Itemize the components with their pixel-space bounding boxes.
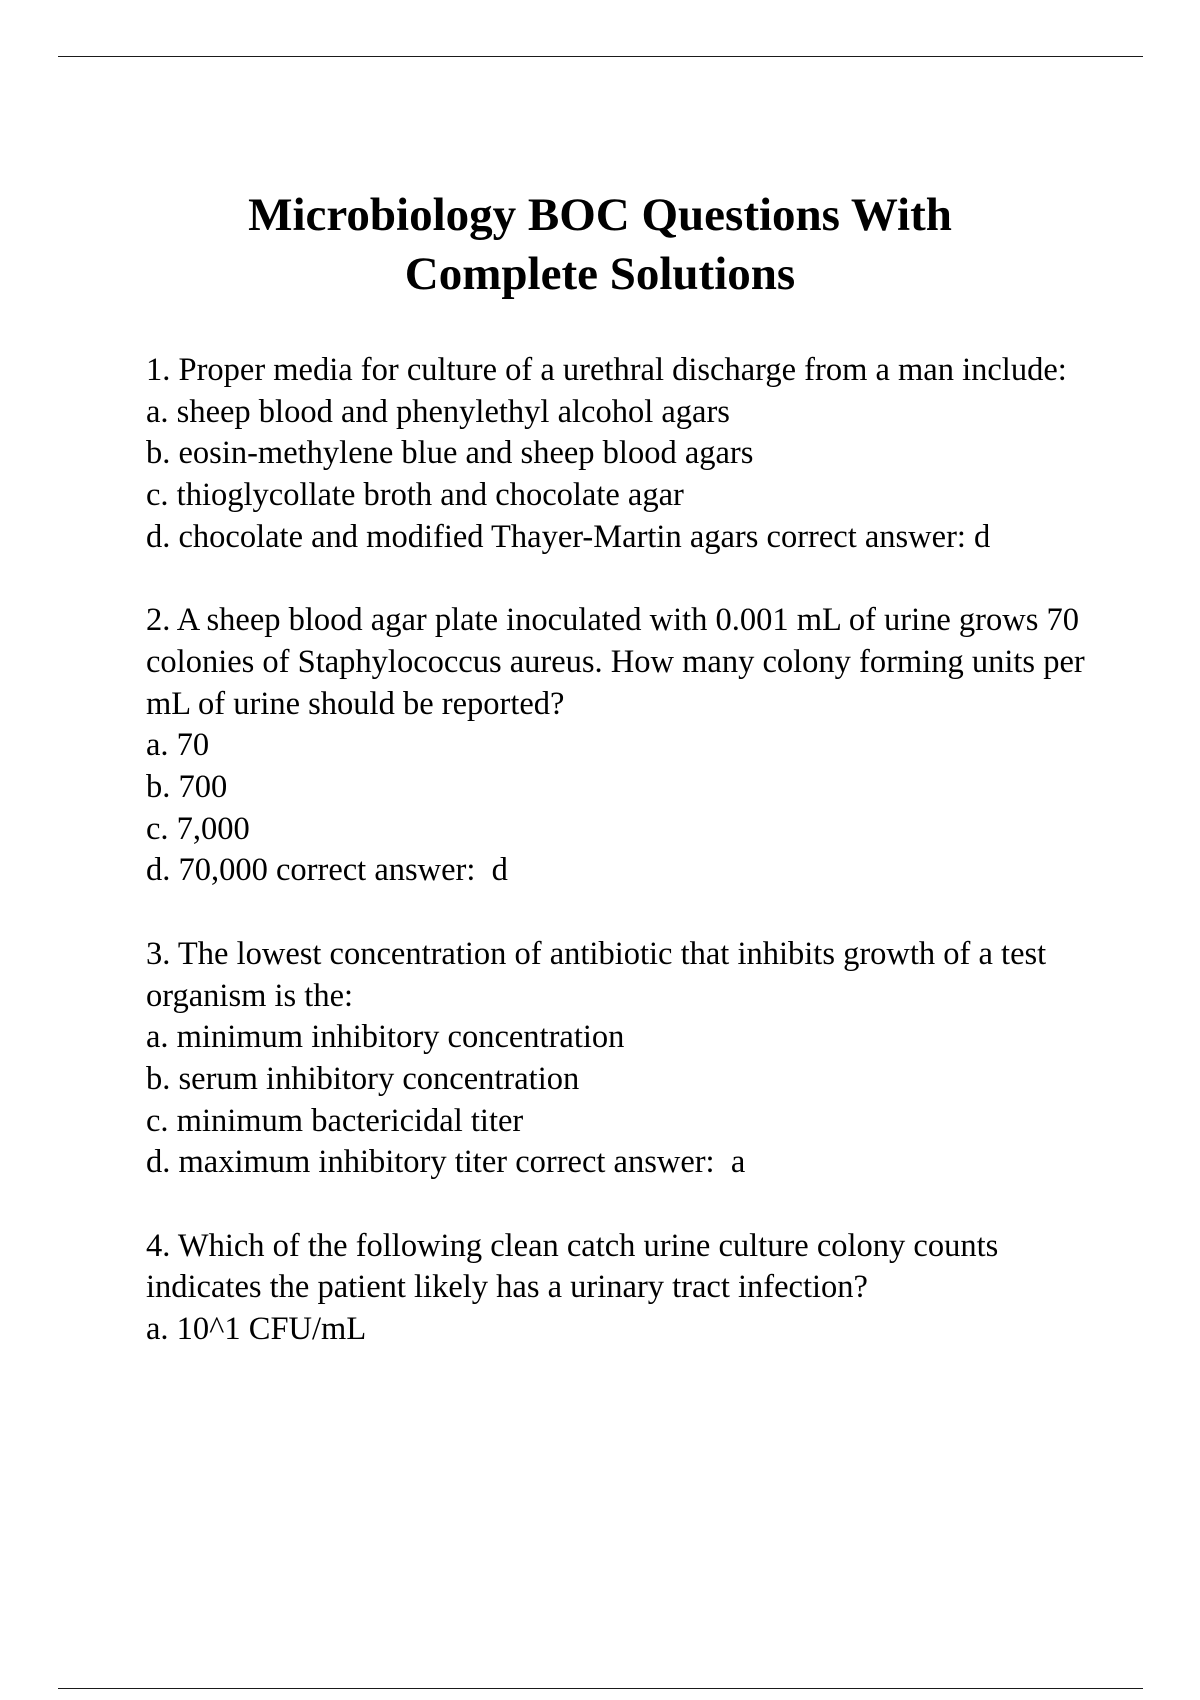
- option-a: a. 10^1 CFU/mL: [146, 1311, 367, 1348]
- header-rule: [58, 56, 1143, 57]
- footer-rule: [58, 1688, 1143, 1689]
- option-a: a. minimum inhibitory concentration: [146, 1019, 625, 1056]
- title-line-2: Complete Solutions: [404, 248, 796, 300]
- question-4: [146, 1226, 1106, 1351]
- question-stem: 3. The lowest concentration of antibiotic that inhibits growth of a test organism is the:: [146, 935, 1047, 1014]
- option-c: c. 7,000: [146, 810, 250, 847]
- option-d-with-answer: d. maximum inhibitory titer correct answer: a: [146, 1144, 746, 1181]
- option-c: c. minimum bactericidal titer: [146, 1102, 524, 1139]
- option-a: a. 70: [146, 727, 210, 764]
- question-stem: 4. Which of the following clean catch urine culture colony counts indicates the patient likely has a urinary tract infection?: [146, 1227, 999, 1306]
- question-stem: 2. A sheep blood agar plate inoculated with 0.001 mL of urine grows 70 colonies of Staphylococcus aureus. How many colony forming units per mL of urine should be reported?: [146, 602, 1085, 722]
- title-line-1: Microbiology BOC Questions With: [248, 189, 952, 241]
- option-d-with-answer: d. chocolate and modified Thayer-Martin agars correct answer: d: [146, 518, 991, 555]
- option-b: b. serum inhibitory concentration: [146, 1060, 580, 1097]
- option-d-with-answer: d. 70,000 correct answer: d: [146, 852, 508, 889]
- question-1: [146, 350, 1106, 559]
- option-a: a. sheep blood and phenylethyl alcohol agars: [146, 393, 730, 430]
- question-3: [146, 934, 1106, 1184]
- option-c: c. thioglycollate broth and chocolate agar: [146, 477, 684, 514]
- document-title: [0, 186, 1200, 304]
- question-list: [146, 350, 1106, 1393]
- question-2: [146, 600, 1106, 892]
- question-stem: 1. Proper media for culture of a urethral discharge from a man include:: [146, 352, 1067, 388]
- option-b: b. eosin-methylene blue and sheep blood agars: [146, 435, 754, 472]
- option-b: b. 700: [146, 769, 228, 806]
